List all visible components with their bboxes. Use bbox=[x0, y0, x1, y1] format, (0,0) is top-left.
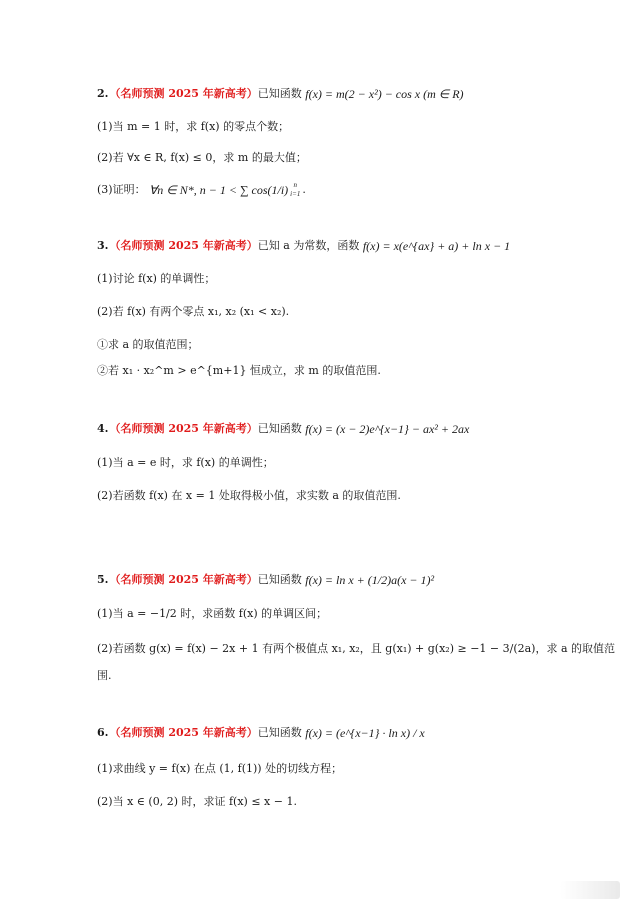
problem-2-header bbox=[97, 86, 464, 102]
sum-lower-limit: i=1 bbox=[290, 190, 301, 198]
problem-number: 4. bbox=[97, 422, 109, 435]
sentence-end: . bbox=[302, 183, 306, 196]
problem-2-part-3 bbox=[97, 181, 306, 199]
problem-5-part-2-continued: 围. bbox=[97, 669, 112, 682]
problem-formula: f(x) = (e^{x−1} · ln x) / x bbox=[305, 726, 425, 740]
problem-3-subpart-2: ②若 x₁ · x₂^m > e^{m+1} 恒成立，求 m 的取值范围. bbox=[97, 364, 381, 377]
problem-3-part-1: (1)讨论 f(x) 的单调性； bbox=[97, 272, 216, 285]
problem-lead: 已知 a 为常数，函数 bbox=[257, 239, 360, 252]
problem-6-part-1: (1)求曲线 y = f(x) 在点 (1, f(1)) 处的切线方程； bbox=[97, 762, 343, 775]
source-tag: （名师预测 2025 年新高考） bbox=[109, 422, 258, 435]
problem-3-header bbox=[97, 238, 510, 254]
problem-3-part-2: (2)若 f(x) 有两个零点 x₁, x₂ (x₁ < x₂). bbox=[97, 305, 290, 318]
problem-5-header bbox=[97, 572, 434, 588]
problem-formula: f(x) = m(2 − x²) − cos x (m ∈ R) bbox=[305, 87, 464, 101]
problem-number: 2. bbox=[97, 87, 109, 100]
problem-4-header bbox=[97, 421, 469, 437]
problem-formula: f(x) = x(e^{ax} + a) + ln x − 1 bbox=[362, 239, 511, 253]
part-label: (3)证明： bbox=[97, 183, 146, 196]
source-tag: （名师预测 2025 年新高考） bbox=[109, 239, 258, 252]
source-tag: （名师预测 2025 年新高考） bbox=[109, 726, 258, 739]
sum-upper-limit: n bbox=[293, 181, 297, 189]
watermark bbox=[560, 881, 620, 899]
problem-number: 3. bbox=[97, 239, 109, 252]
problem-5-part-2: (2)若函数 g(x) = f(x) − 2x + 1 有两个极值点 x₁, x₂，且 g(x₁) + g(x₂) ≥ −1 − 3/(2a)，求 a 的取值范 bbox=[97, 642, 616, 655]
problem-formula: ∀n ∈ N*, n − 1 < ∑ cos(1/i) bbox=[149, 183, 289, 197]
problem-formula: f(x) = (x − 2)e^{x−1} − ax² + 2ax bbox=[305, 422, 470, 436]
problem-4-part-1: (1)当 a = e 时，求 f(x) 的单调性； bbox=[97, 456, 274, 469]
problem-5-part-1: (1)当 a = −1/2 时，求函数 f(x) 的单调区间； bbox=[97, 607, 328, 620]
problem-4-part-2: (2)若函数 f(x) 在 x = 1 处取得极小值，求实数 a 的取值范围. bbox=[97, 489, 401, 502]
source-tag: （名师预测 2025 年新高考） bbox=[109, 87, 258, 100]
source-tag: （名师预测 2025 年新高考） bbox=[109, 573, 258, 586]
problem-number: 6. bbox=[97, 726, 109, 739]
problem-2-part-1: (1)当 m = 1 时，求 f(x) 的零点个数； bbox=[97, 120, 290, 133]
problem-formula: f(x) = ln x + (1/2)a(x − 1)² bbox=[305, 573, 435, 587]
problem-lead: 已知函数 bbox=[257, 422, 302, 435]
problem-lead: 已知函数 bbox=[257, 573, 302, 586]
problem-6-part-2: (2)当 x ∈ (0, 2) 时，求证 f(x) ≤ x − 1. bbox=[97, 795, 297, 808]
problem-3-subpart-1: ①求 a 的取值范围； bbox=[97, 338, 199, 351]
problem-lead: 已知函数 bbox=[257, 726, 302, 739]
problem-2-part-2: (2)若 ∀x ∈ R, f(x) ≤ 0，求 m 的最大值； bbox=[97, 151, 307, 164]
problem-number: 5. bbox=[97, 573, 109, 586]
problem-6-header bbox=[97, 725, 425, 741]
problem-lead: 已知函数 bbox=[257, 87, 302, 100]
summation-limits bbox=[290, 181, 300, 199]
